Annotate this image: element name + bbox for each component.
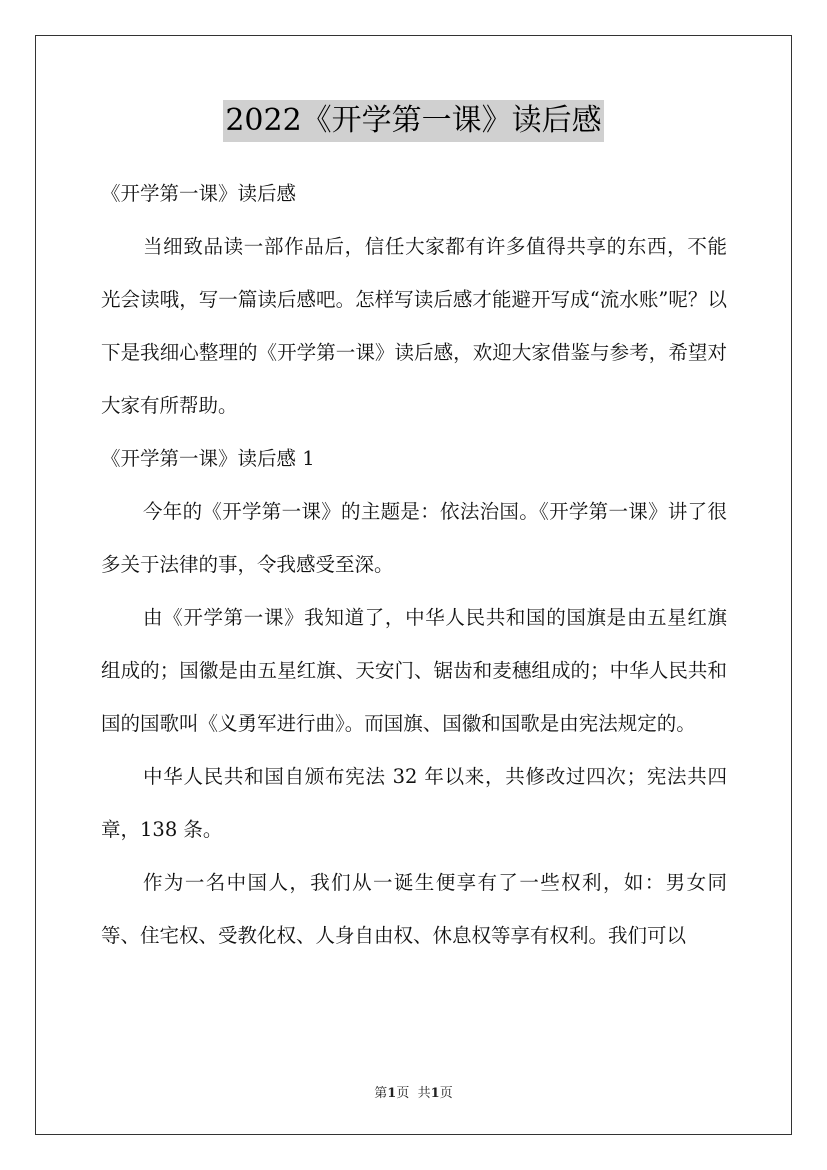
total-suffix: 页 xyxy=(439,1086,453,1101)
paragraph: 由《开学第一课》我知道了，中华人民共和国的国旗是由五星红旗组成的；国徽是由五星红旗、天安门、锯齿和麦穗组成的；中华人民共和国的国歌叫《义勇军进行曲》。而国旗、国徽和国歌是由宪法规定的。 xyxy=(101,606,727,735)
total-prefix: 共 xyxy=(417,1086,431,1101)
page-number: 1 xyxy=(387,1086,397,1101)
document-body xyxy=(101,167,727,962)
total-pages: 1 xyxy=(430,1086,440,1101)
page-suffix: 页 xyxy=(396,1086,410,1101)
page-footer xyxy=(0,1082,827,1101)
document-title: 2022《开学第一课》读后感 xyxy=(223,100,603,142)
paragraph: 当细致品读一部作品后，信任大家都有许多值得共享的东西，不能光会读哦，写一篇读后感吧。怎样写读后感才能避开写成“流水账”呢？以下是我细心整理的《开学第一课》读后感，欢迎大家借鉴与参考，希望对大家有所帮助。 xyxy=(101,235,727,417)
paragraph: 《开学第一课》读后感 1 xyxy=(101,447,315,470)
paragraph: 中华人民共和国自颁布宪法 32 年以来，共修改过四次；宪法共四章，138 条。 xyxy=(101,765,727,841)
paragraph: 《开学第一课》读后感 xyxy=(101,182,297,205)
paragraph: 作为一名中国人，我们从一诞生便享有了一些权利，如：男女同等、住宅权、受教化权、人身自由权、休息权等享有权利。我们可以 xyxy=(101,871,727,947)
page-prefix: 第 xyxy=(374,1086,388,1101)
title-wrap xyxy=(0,100,827,142)
paragraph: 今年的《开学第一课》的主题是：依法治国。《开学第一课》讲了很多关于法律的事，令我感受至深。 xyxy=(101,500,727,576)
